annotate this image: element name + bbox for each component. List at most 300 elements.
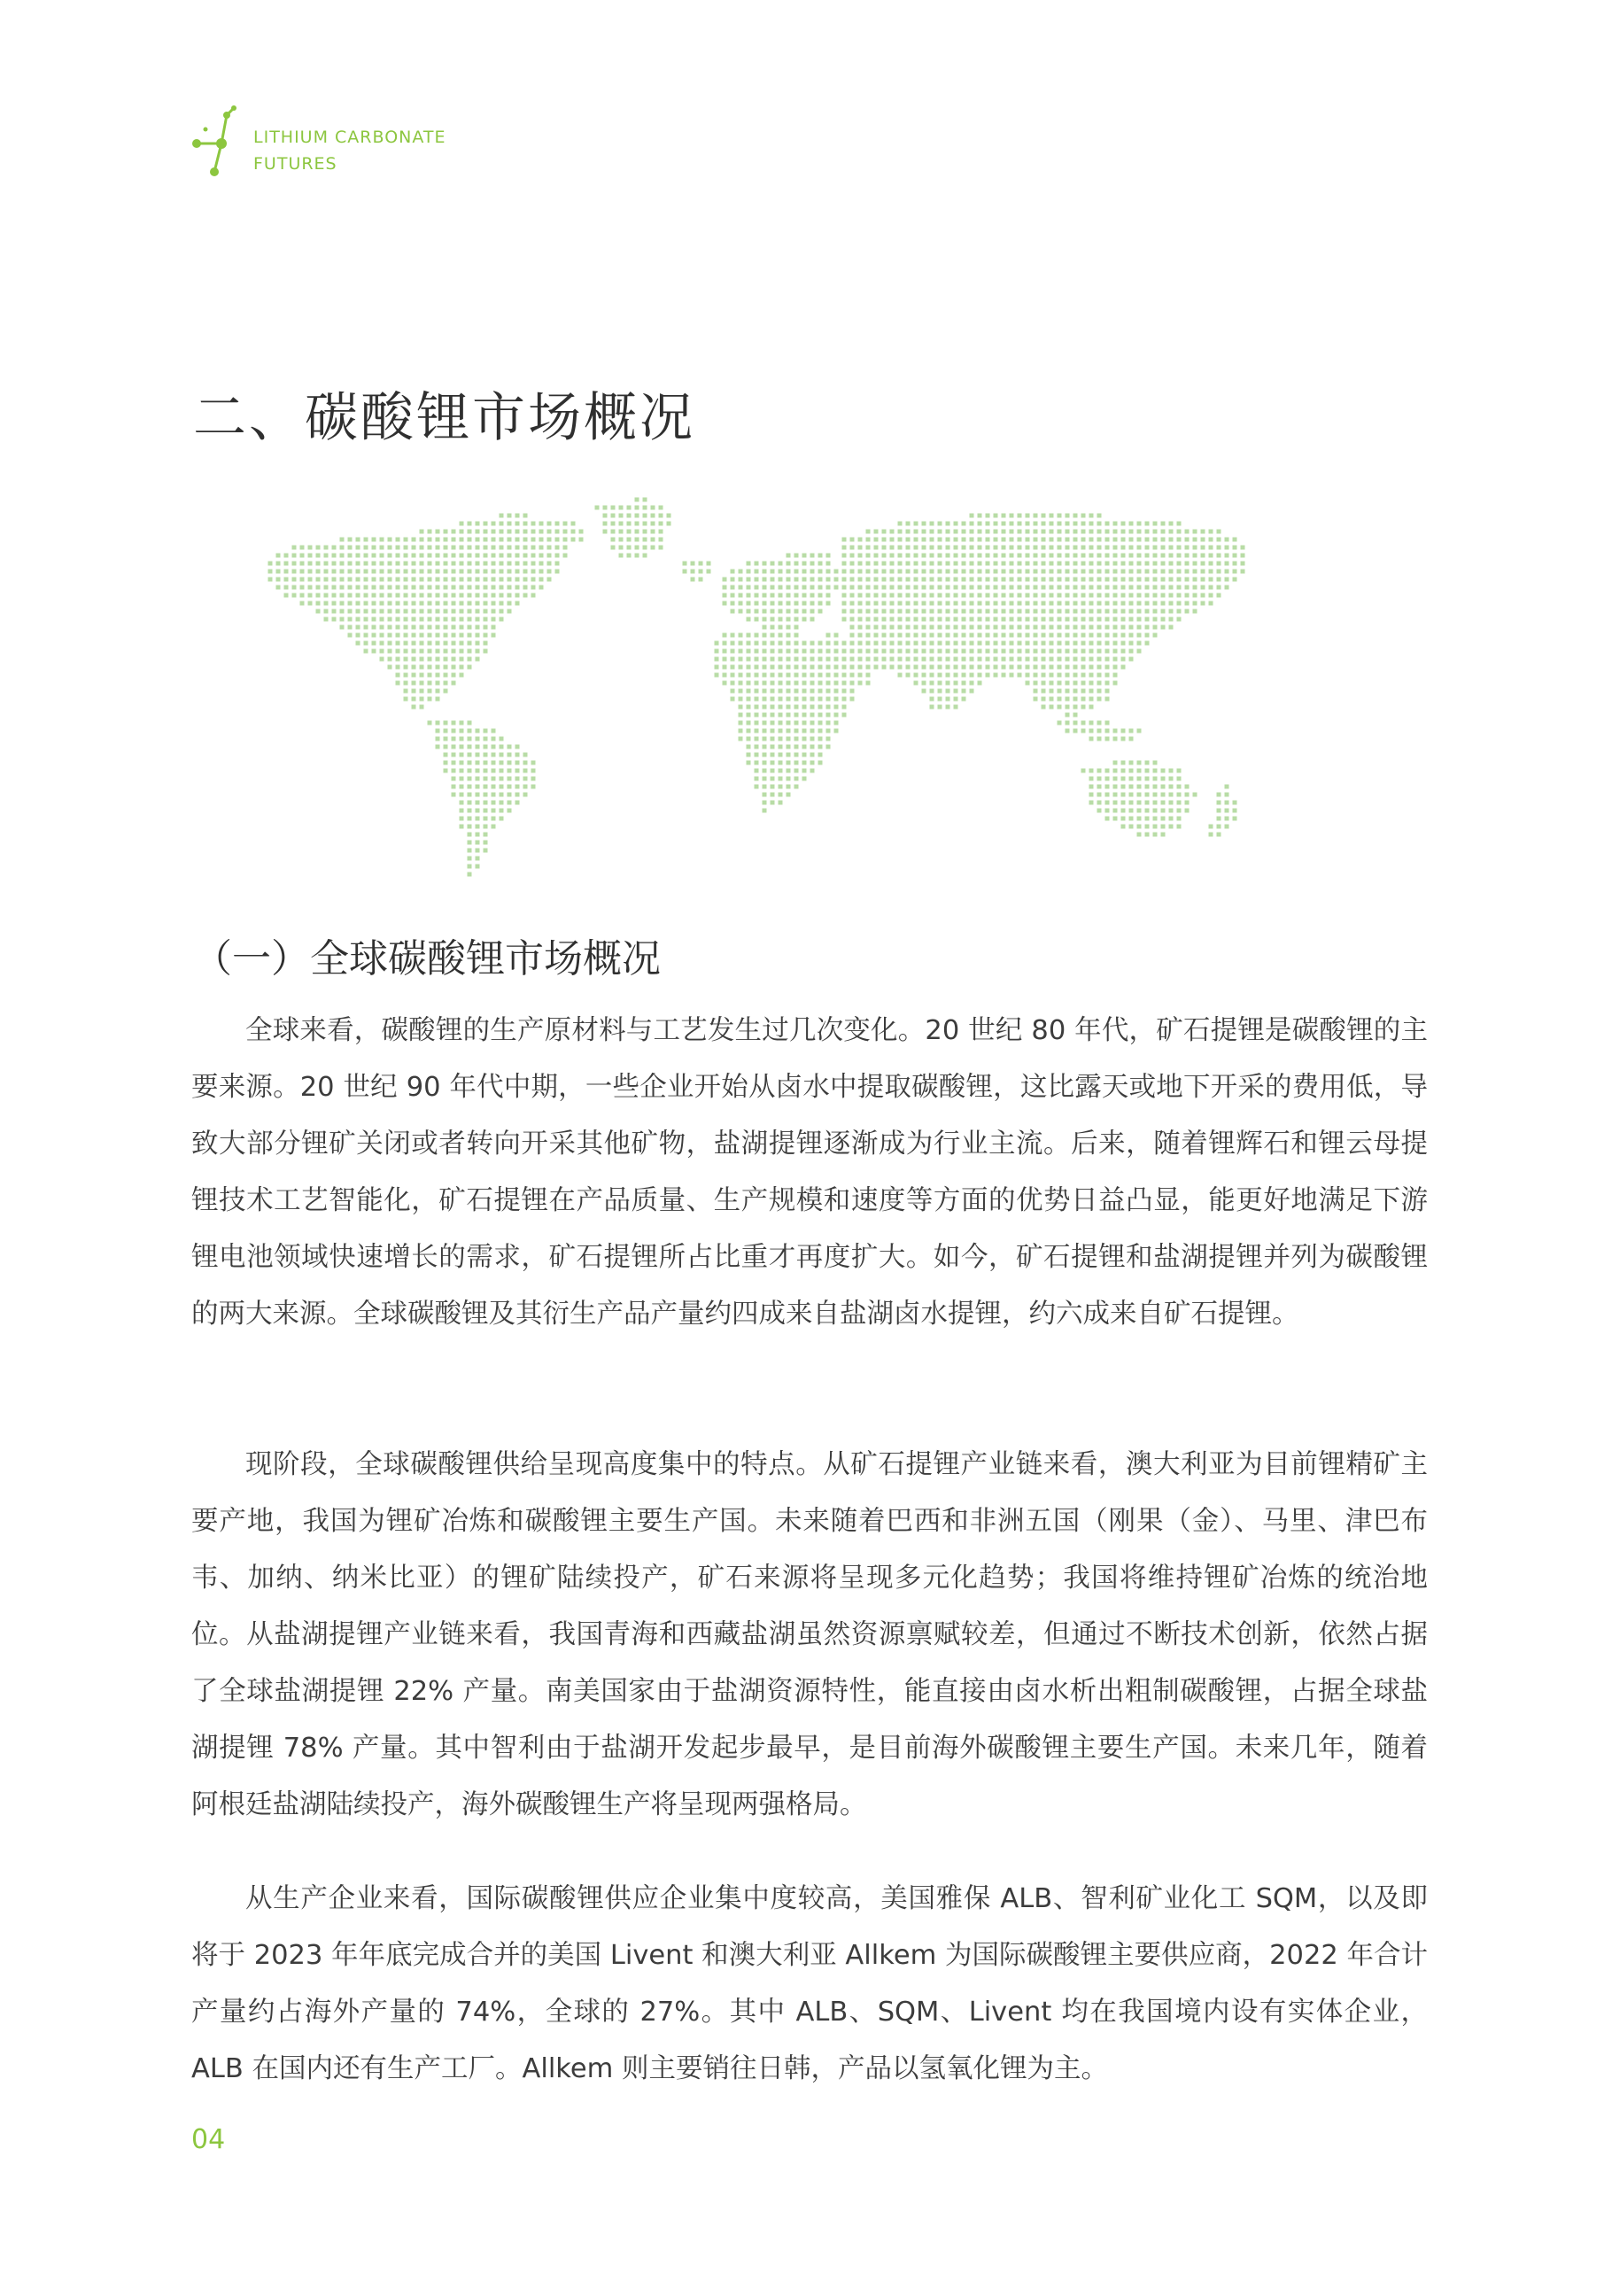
map-dot: [1161, 817, 1166, 821]
map-dot: [523, 769, 528, 773]
map-dot: [994, 633, 998, 638]
map-dot: [372, 633, 376, 638]
map-dot: [1113, 546, 1118, 550]
map-dot: [444, 593, 448, 598]
map-dot: [1097, 625, 1102, 630]
map-dot: [380, 633, 384, 638]
map-dot: [978, 633, 982, 638]
map-dot: [500, 753, 504, 757]
map-dot: [866, 586, 871, 590]
map-dot: [1145, 769, 1150, 773]
map-dot: [866, 570, 871, 574]
map-dot: [332, 586, 337, 590]
map-dot: [452, 745, 456, 749]
map-dot: [1081, 586, 1086, 590]
map-dot: [388, 633, 392, 638]
map-dot: [515, 793, 520, 797]
map-dot: [356, 609, 360, 614]
map-dot: [563, 554, 568, 558]
map-dot: [444, 665, 448, 670]
map-dot: [420, 578, 424, 582]
map-dot: [500, 793, 504, 797]
map-dot: [1113, 578, 1118, 582]
map-dot: [826, 562, 831, 566]
map-dot: [324, 546, 329, 550]
map-dot: [476, 657, 480, 662]
map-dot: [1121, 609, 1126, 614]
map-dot: [1073, 689, 1078, 694]
map-dot: [1089, 681, 1094, 686]
map-dot: [922, 601, 926, 606]
map-dot: [1161, 617, 1166, 622]
map-dot: [1217, 554, 1221, 558]
map-dot: [500, 745, 504, 749]
map-dot: [404, 649, 408, 654]
map-dot: [1129, 641, 1134, 646]
map-dot: [356, 633, 360, 638]
map-dot: [627, 554, 632, 558]
map-dot: [444, 562, 448, 566]
map-dot: [1169, 554, 1174, 558]
map-dot: [794, 562, 799, 566]
map-dot: [284, 593, 289, 598]
map-dot: [627, 506, 632, 510]
map-dot: [1026, 641, 1030, 646]
map-dot: [1026, 554, 1030, 558]
map-dot: [834, 689, 839, 694]
map-dot: [906, 570, 911, 574]
map-dot: [946, 649, 950, 654]
map-dot: [404, 697, 408, 702]
map-dot: [1193, 601, 1197, 606]
map-dot: [308, 593, 313, 598]
map-dot: [1089, 785, 1094, 789]
map-dot: [1241, 570, 1245, 574]
map-dot: [1217, 593, 1221, 598]
map-dot: [826, 657, 831, 662]
map-dot: [1225, 570, 1229, 574]
map-dot: [1010, 538, 1014, 542]
map-dot: [779, 737, 783, 741]
map-dot: [802, 649, 807, 654]
map-dot: [619, 554, 624, 558]
map-dot: [316, 586, 321, 590]
map-dot: [500, 514, 504, 518]
map-dot: [492, 769, 496, 773]
map-dot: [882, 633, 887, 638]
map-dot: [1177, 769, 1182, 773]
map-dot: [866, 554, 871, 558]
map-dot: [388, 586, 392, 590]
map-dot: [476, 817, 480, 821]
map-dot: [468, 745, 472, 749]
map-dot: [1089, 578, 1094, 582]
map-dot: [787, 673, 791, 678]
map-dot: [922, 593, 926, 598]
map-dot: [428, 570, 432, 574]
map-dot: [332, 570, 337, 574]
map-dot: [603, 530, 608, 534]
map-dot: [1137, 649, 1142, 654]
map-dot: [1058, 617, 1062, 622]
map-dot: [1145, 601, 1150, 606]
map-dot: [452, 673, 456, 678]
map-dot: [1113, 785, 1118, 789]
map-dot: [452, 562, 456, 566]
map-dot: [452, 657, 456, 662]
map-dot: [906, 546, 911, 550]
map-dot: [802, 737, 807, 741]
map-dot: [492, 609, 496, 614]
map-dot: [994, 546, 998, 550]
map-dot: [1081, 593, 1086, 598]
map-dot: [970, 617, 974, 622]
map-dot: [500, 554, 504, 558]
map-dot: [914, 649, 918, 654]
map-dot: [539, 586, 544, 590]
map-dot: [452, 729, 456, 733]
map-dot: [643, 538, 647, 542]
map-dot: [842, 546, 847, 550]
map-dot: [771, 729, 775, 733]
map-dot: [635, 538, 639, 542]
map-dot: [802, 593, 807, 598]
map-dot: [818, 586, 823, 590]
map-dot: [930, 633, 934, 638]
map-dot: [842, 578, 847, 582]
map-dot: [316, 601, 321, 606]
map-dot: [755, 753, 759, 757]
map-dot: [643, 546, 647, 550]
map-dot: [898, 546, 903, 550]
map-dot: [428, 538, 432, 542]
map-dot: [508, 554, 512, 558]
map-dot: [763, 633, 767, 638]
map-dot: [1058, 570, 1062, 574]
map-dot: [476, 530, 480, 534]
map-dot: [452, 777, 456, 781]
map-dot: [444, 737, 448, 741]
map-dot: [946, 554, 950, 558]
map-dot: [300, 546, 305, 550]
map-dot: [739, 578, 743, 582]
map-dot: [850, 673, 855, 678]
map-dot: [276, 586, 281, 590]
map-dot: [866, 633, 871, 638]
map-dot: [651, 522, 655, 526]
map-dot: [1073, 697, 1078, 702]
map-dot: [1058, 721, 1062, 725]
map-dot: [747, 697, 751, 702]
map-dot: [794, 586, 799, 590]
map-dot: [436, 554, 440, 558]
map-dot: [348, 538, 353, 542]
map-dot: [739, 633, 743, 638]
map-dot: [300, 601, 305, 606]
map-dot: [420, 546, 424, 550]
map-dot: [1066, 562, 1070, 566]
map-dot: [364, 578, 368, 582]
map-dot: [1129, 777, 1134, 781]
map-dot: [810, 554, 815, 558]
map-dot: [468, 833, 472, 837]
map-dot: [739, 609, 743, 614]
map-dot: [1137, 562, 1142, 566]
map-dot: [1010, 546, 1014, 550]
map-dot: [428, 657, 432, 662]
map-dot: [723, 657, 727, 662]
map-dot: [763, 601, 767, 606]
map-dot: [348, 578, 353, 582]
map-dot: [412, 633, 416, 638]
map-dot: [1097, 514, 1102, 518]
map-dot: [1137, 522, 1142, 526]
map-dot: [906, 625, 911, 630]
map-dot: [818, 689, 823, 694]
map-dot: [1185, 609, 1190, 614]
map-dot: [1026, 538, 1030, 542]
map-dot: [930, 578, 934, 582]
map-dot: [428, 530, 432, 534]
map-dot: [818, 562, 823, 566]
map-dot: [372, 625, 376, 630]
map-dot: [420, 705, 424, 710]
map-dot: [1169, 769, 1174, 773]
map-dot: [898, 633, 903, 638]
map-dot: [731, 570, 735, 574]
map-dot: [930, 705, 934, 710]
map-dot: [1097, 721, 1102, 725]
map-dot: [866, 562, 871, 566]
map-dot: [1018, 554, 1022, 558]
map-dot: [1153, 562, 1158, 566]
map-dot: [810, 681, 815, 686]
map-dot: [1081, 625, 1086, 630]
map-dot: [771, 721, 775, 725]
map-dot: [1129, 562, 1134, 566]
map-dot: [508, 761, 512, 765]
map-dot: [787, 570, 791, 574]
map-dot: [1137, 554, 1142, 558]
map-dot: [1113, 793, 1118, 797]
map-dot: [1177, 785, 1182, 789]
map-dot: [1209, 554, 1213, 558]
map-dot: [890, 538, 895, 542]
map-dot: [810, 753, 815, 757]
map-dot: [779, 570, 783, 574]
map-dot: [356, 578, 360, 582]
map-dot: [1161, 793, 1166, 797]
map-dot: [1161, 777, 1166, 781]
map-dot: [890, 578, 895, 582]
map-dot: [826, 586, 831, 590]
map-dot: [794, 689, 799, 694]
map-dot: [292, 593, 297, 598]
map-dot: [866, 593, 871, 598]
map-dot: [771, 625, 775, 630]
map-dot: [1185, 593, 1190, 598]
map-dot: [1081, 681, 1086, 686]
map-dot: [547, 530, 552, 534]
map-dot: [1153, 801, 1158, 805]
map-dot: [810, 745, 815, 749]
map-dot: [1113, 641, 1118, 646]
map-dot: [460, 721, 464, 725]
map-dot: [1089, 657, 1094, 662]
map-dot: [1193, 562, 1197, 566]
map-dot: [723, 649, 727, 654]
map-dot: [962, 601, 966, 606]
map-dot: [994, 641, 998, 646]
map-dot: [1002, 593, 1006, 598]
map-dot: [1161, 833, 1166, 837]
map-dot: [1209, 593, 1213, 598]
map-dot: [834, 657, 839, 662]
map-dot: [324, 570, 329, 574]
map-dot: [747, 601, 751, 606]
map-dot: [484, 586, 488, 590]
map-dot: [1153, 793, 1158, 797]
map-dot: [508, 570, 512, 574]
map-dot: [523, 586, 528, 590]
map-dot: [779, 641, 783, 646]
map-dot: [787, 745, 791, 749]
map-dot: [739, 665, 743, 670]
map-dot: [930, 625, 934, 630]
map-dot: [1137, 601, 1142, 606]
map-dot: [954, 649, 958, 654]
map-dot: [1113, 538, 1118, 542]
map-dot: [771, 681, 775, 686]
map-dot: [1089, 538, 1094, 542]
map-dot: [1010, 625, 1014, 630]
map-dot: [1169, 785, 1174, 789]
map-dot: [388, 657, 392, 662]
map-dot: [380, 609, 384, 614]
map-dot: [500, 769, 504, 773]
map-dot: [802, 713, 807, 718]
map-dot: [1169, 522, 1174, 526]
map-dot: [348, 546, 353, 550]
map-dot: [1113, 617, 1118, 622]
map-dot: [523, 546, 528, 550]
map-dot: [404, 625, 408, 630]
map-dot: [779, 745, 783, 749]
map-dot: [882, 657, 887, 662]
map-dot: [810, 705, 815, 710]
map-dot: [755, 586, 759, 590]
map-dot: [970, 522, 974, 526]
map-dot: [404, 665, 408, 670]
map-dot: [1089, 689, 1094, 694]
map-dot: [906, 665, 911, 670]
map-dot: [547, 522, 552, 526]
map-dot: [850, 538, 855, 542]
map-dot: [802, 657, 807, 662]
map-dot: [898, 530, 903, 534]
map-dot: [500, 586, 504, 590]
map-dot: [1105, 633, 1110, 638]
map-dot: [500, 737, 504, 741]
map-dot: [340, 625, 345, 630]
map-dot: [906, 617, 911, 622]
map-dot: [771, 689, 775, 694]
brand-name: [253, 124, 446, 177]
map-dot: [308, 586, 313, 590]
map-dot: [372, 617, 376, 622]
map-dot: [1161, 546, 1166, 550]
map-dot: [890, 641, 895, 646]
map-dot: [356, 586, 360, 590]
map-dot: [1217, 538, 1221, 542]
map-dot: [763, 705, 767, 710]
map-dot: [428, 665, 432, 670]
map-dot: [460, 586, 464, 590]
map-dot: [388, 546, 392, 550]
map-dot: [946, 665, 950, 670]
map-dot: [858, 617, 863, 622]
map-dot: [747, 737, 751, 741]
map-dot: [515, 562, 520, 566]
map-dot: [1081, 514, 1086, 518]
map-dot: [938, 665, 942, 670]
map-dot: [986, 633, 990, 638]
map-dot: [332, 593, 337, 598]
map-dot: [802, 665, 807, 670]
map-dot: [1097, 673, 1102, 678]
map-dot: [1050, 514, 1054, 518]
map-dot: [787, 625, 791, 630]
map-dot: [763, 729, 767, 733]
map-dot: [452, 721, 456, 725]
map-dot: [1161, 586, 1166, 590]
map-dot: [1113, 586, 1118, 590]
map-dot: [340, 617, 345, 622]
map-dot: [914, 665, 918, 670]
map-dot: [962, 665, 966, 670]
map-dot: [882, 641, 887, 646]
map-dot: [914, 681, 918, 686]
map-dot: [396, 570, 400, 574]
map-dot: [1201, 538, 1205, 542]
map-dot: [723, 673, 727, 678]
map-dot: [396, 657, 400, 662]
map-dot: [523, 514, 528, 518]
map-dot: [755, 785, 759, 789]
map-dot: [802, 777, 807, 781]
map-dot: [1058, 530, 1062, 534]
map-dot: [1081, 769, 1086, 773]
map-dot: [523, 554, 528, 558]
map-dot: [755, 665, 759, 670]
map-dot: [794, 554, 799, 558]
map-dot: [1209, 546, 1213, 550]
map-dot: [818, 665, 823, 670]
map-dot: [484, 729, 488, 733]
map-dot: [850, 641, 855, 646]
map-dot: [850, 578, 855, 582]
map-dot: [874, 665, 879, 670]
map-dot: [476, 578, 480, 582]
map-dot: [771, 593, 775, 598]
map-dot: [1113, 625, 1118, 630]
map-dot: [810, 601, 815, 606]
map-dot: [787, 578, 791, 582]
map-dot: [1177, 522, 1182, 526]
map-dot: [515, 769, 520, 773]
map-dot: [500, 570, 504, 574]
map-dot: [1121, 777, 1126, 781]
